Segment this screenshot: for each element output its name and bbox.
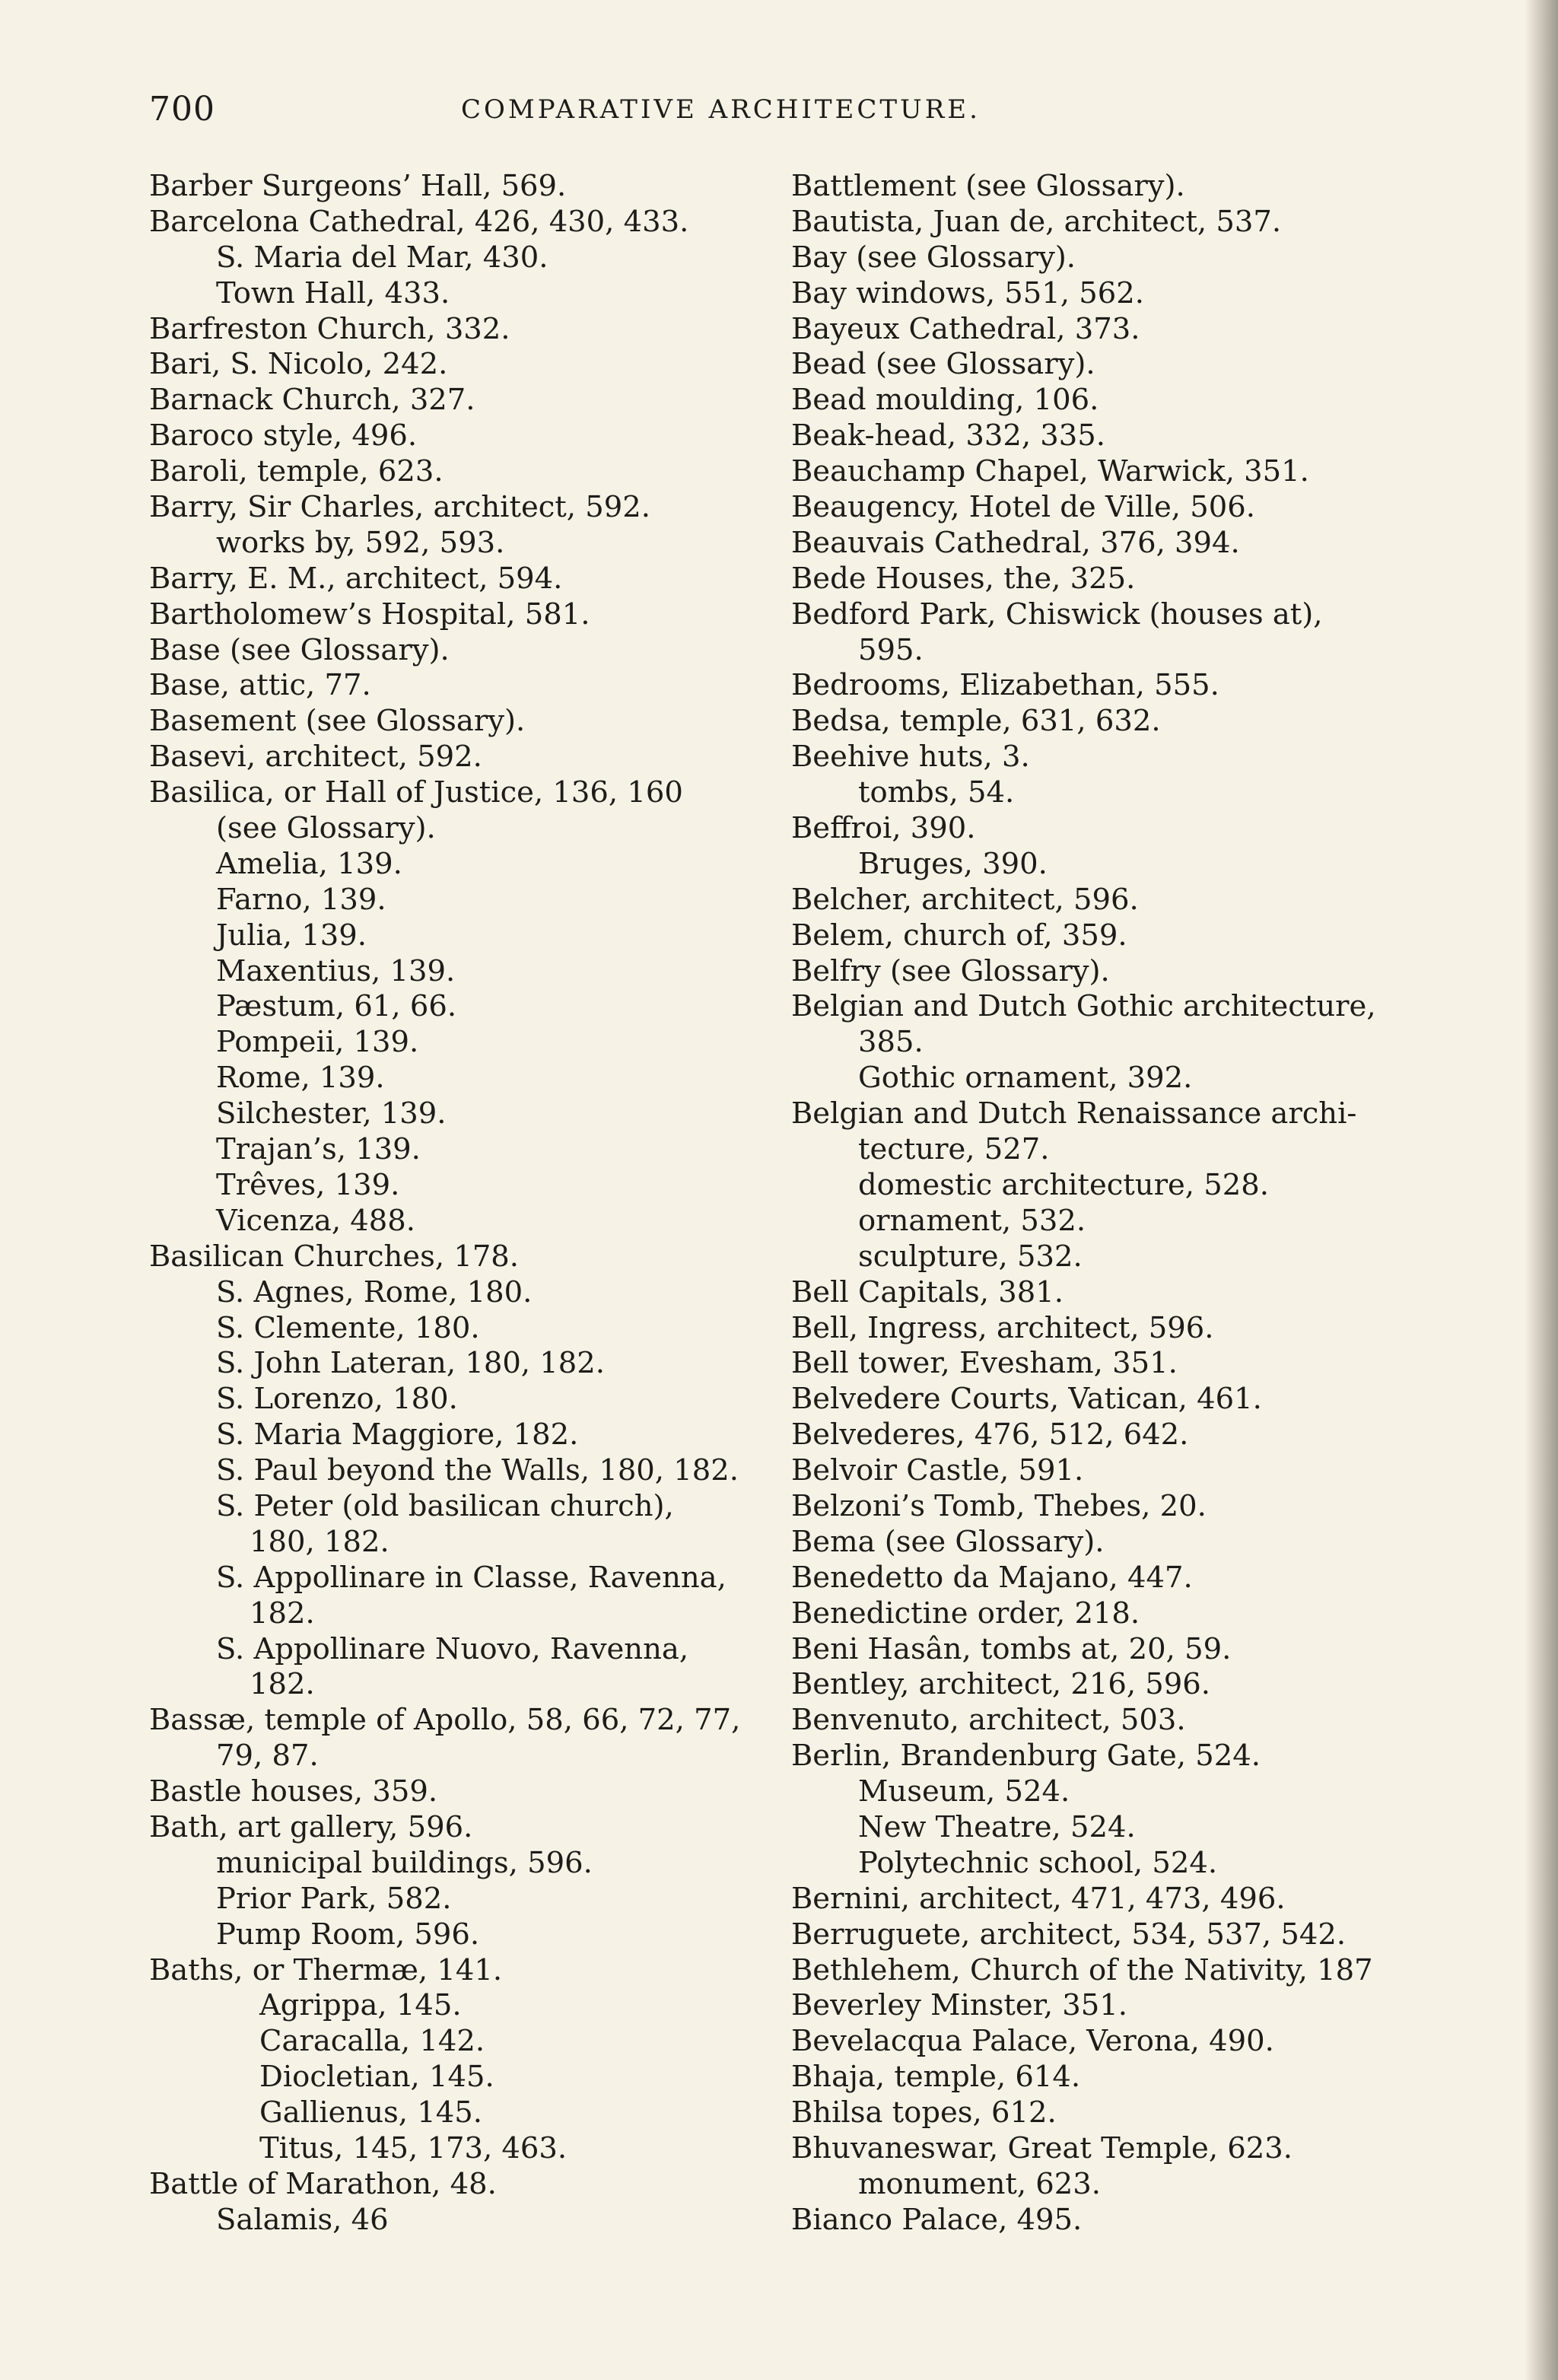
- index-entry: Bastle houses, 359.: [149, 1774, 438, 1809]
- index-entry: Bede Houses, the, 325.: [791, 561, 1136, 596]
- index-entry: tecture, 527.: [858, 1132, 1050, 1167]
- index-entry: Base (see Glossary).: [149, 632, 450, 667]
- index-entry: Benvenuto, architect, 503.: [791, 1703, 1186, 1738]
- index-entry: ornament, 532.: [858, 1203, 1086, 1238]
- index-entry: Belcher, architect, 596.: [791, 882, 1139, 917]
- index-entry: Bell Capitals, 381.: [791, 1274, 1064, 1309]
- index-entry: Basilica, or Hall of Justice, 136, 160: [149, 775, 683, 810]
- index-entry: Baroli, temple, 623.: [149, 454, 444, 489]
- index-entry: Maxentius, 139.: [216, 953, 456, 988]
- index-entry: Bath, art gallery, 596.: [149, 1809, 473, 1844]
- index-column-left: [149, 169, 750, 2238]
- index-entry: Julia, 139.: [216, 918, 367, 953]
- index-entry: Beak-head, 332, 335.: [791, 418, 1106, 453]
- index-entry: Bentley, architect, 216, 596.: [791, 1667, 1211, 1702]
- index-entry: Bead moulding, 106.: [791, 383, 1099, 418]
- index-entry: Beehive huts, 3.: [791, 740, 1030, 775]
- page-number: 700: [149, 90, 215, 129]
- index-entry: Belfry (see Glossary).: [791, 953, 1110, 988]
- index-entry: Battle of Marathon, 48.: [149, 2166, 497, 2201]
- index-entry: Pompeii, 139.: [216, 1025, 419, 1060]
- index-entry: S. Appollinare Nuovo, Ravenna,: [216, 1631, 689, 1666]
- index-entry: Bay windows, 551, 562.: [791, 275, 1144, 310]
- index-entry: Beni Hasân, tombs at, 20, 59.: [791, 1631, 1232, 1666]
- index-entry: Barry, E. M., architect, 594.: [149, 561, 563, 596]
- index-entry: Bari, S. Nicolo, 242.: [149, 347, 448, 382]
- index-entry: Amelia, 139.: [216, 846, 402, 881]
- index-entry: Bianco Palace, 495.: [791, 2202, 1083, 2237]
- index-entry: 79, 87.: [216, 1739, 319, 1774]
- index-entry: Berruguete, architect, 534, 537, 542.: [791, 1917, 1347, 1952]
- page-header: [149, 90, 1077, 135]
- index-entry: Beauchamp Chapel, Warwick, 351.: [791, 454, 1309, 489]
- index-entry: Gallienus, 145.: [259, 2095, 482, 2130]
- index-entry: S. Clemente, 180.: [216, 1310, 480, 1345]
- index-entry: Berlin, Brandenburg Gate, 524.: [791, 1739, 1261, 1774]
- index-entry: Bedsa, temple, 631, 632.: [791, 704, 1161, 739]
- index-entry: Agrippa, 145.: [259, 1988, 462, 2023]
- index-entry: Baths, or Thermæ, 141.: [149, 1952, 503, 1987]
- index-entry: tombs, 54.: [858, 775, 1015, 810]
- index-entry: Bruges, 390.: [858, 846, 1048, 881]
- index-entry: S. Paul beyond the Walls, 180, 182.: [216, 1453, 739, 1488]
- index-entry: Base, attic, 77.: [149, 668, 371, 703]
- index-entry: Beaugency, Hotel de Ville, 506.: [791, 490, 1256, 525]
- index-entry: Basilican Churches, 178.: [149, 1239, 520, 1274]
- index-entry: S. Maria Maggiore, 182.: [216, 1418, 579, 1452]
- index-entry: 180, 182.: [250, 1524, 390, 1559]
- index-entry: New Theatre, 524.: [858, 1809, 1136, 1844]
- index-entry: Bassæ, temple of Apollo, 58, 66, 72, 77,: [149, 1703, 741, 1738]
- index-entry: Bay (see Glossary).: [791, 240, 1076, 275]
- index-entry: Barry, Sir Charles, architect, 592.: [149, 490, 650, 525]
- index-entry: Belvedere Courts, Vatican, 461.: [791, 1382, 1262, 1417]
- index-entry: Vicenza, 488.: [216, 1203, 416, 1238]
- index-entry: Bhilsa topes, 612.: [791, 2095, 1057, 2130]
- index-entry: Bedrooms, Elizabethan, 555.: [791, 668, 1219, 703]
- index-entry: Titus, 145, 173, 463.: [259, 2130, 568, 2165]
- index-entry: Farno, 139.: [216, 882, 386, 917]
- index-entry: Rome, 139.: [216, 1061, 385, 1096]
- index-entry: Basevi, architect, 592.: [149, 740, 482, 775]
- index-entry: Barber Surgeons’ Hall, 569.: [149, 169, 567, 203]
- index-entry: Barfreston Church, 332.: [149, 311, 510, 346]
- index-entry: Bhaja, temple, 614.: [791, 2060, 1081, 2095]
- index-entry: monument, 623.: [858, 2166, 1102, 2201]
- index-entry: Belzoni’s Tomb, Thebes, 20.: [791, 1488, 1207, 1523]
- index-column-right: [791, 169, 1400, 2238]
- index-entry: Trajan’s, 139.: [216, 1132, 421, 1167]
- index-entry: 182.: [250, 1667, 315, 1702]
- index-entry: (see Glossary).: [216, 811, 436, 846]
- index-entry: S. Lorenzo, 180.: [216, 1382, 458, 1417]
- index-entry: Bell tower, Evesham, 351.: [791, 1346, 1178, 1381]
- index-entry: Bema (see Glossary).: [791, 1524, 1105, 1559]
- index-entry: Caracalla, 142.: [259, 2024, 485, 2059]
- index-entry: Beverley Minster, 351.: [791, 1988, 1128, 2023]
- index-entry: S. Maria del Mar, 430.: [216, 240, 548, 275]
- index-entry: Bayeux Cathedral, 373.: [791, 311, 1140, 346]
- index-entry: S. Peter (old basilican church),: [216, 1488, 674, 1523]
- index-entry: Museum, 524.: [858, 1774, 1070, 1809]
- index-entry: Barnack Church, 327.: [149, 383, 475, 418]
- index-entry: Beauvais Cathedral, 376, 394.: [791, 525, 1240, 560]
- index-entry: 595.: [858, 632, 924, 667]
- index-entry: Bernini, architect, 471, 473, 496.: [791, 1881, 1286, 1916]
- index-entry: Basement (see Glossary).: [149, 704, 526, 739]
- index-entry: municipal buildings, 596.: [216, 1845, 593, 1880]
- index-entry: Polytechnic school, 524.: [858, 1845, 1218, 1880]
- index-entry: Bartholomew’s Hospital, 581.: [149, 597, 590, 632]
- index-entry: Bhuvaneswar, Great Temple, 623.: [791, 2130, 1293, 2165]
- index-entry: domestic architecture, 528.: [858, 1167, 1269, 1202]
- index-entry: Gothic ornament, 392.: [858, 1061, 1193, 1096]
- index-entry: Bead (see Glossary).: [791, 347, 1095, 382]
- index-entry: S. Appollinare in Classe, Ravenna,: [216, 1560, 727, 1595]
- index-entry: Pump Room, 596.: [216, 1917, 480, 1952]
- index-entry: works by, 592, 593.: [216, 525, 505, 560]
- index-entry: Bautista, Juan de, architect, 537.: [791, 204, 1282, 239]
- index-entry: sculpture, 532.: [858, 1239, 1083, 1274]
- index-entry: Belgian and Dutch Gothic architecture,: [791, 989, 1376, 1024]
- index-entry: Baroco style, 496.: [149, 418, 418, 453]
- index-entry: Belvederes, 476, 512, 642.: [791, 1418, 1189, 1452]
- index-entry: Beffroi, 390.: [791, 811, 976, 846]
- index-entry: Silchester, 139.: [216, 1096, 447, 1131]
- index-entry: Town Hall, 433.: [216, 275, 450, 310]
- index-entry: Battlement (see Glossary).: [791, 169, 1185, 203]
- page-edge-shadow: [1525, 0, 1558, 2380]
- index-entry: Benedictine order, 218.: [791, 1596, 1140, 1631]
- index-entry: Bevelacqua Palace, Verona, 490.: [791, 2024, 1274, 2059]
- index-entry: S. Agnes, Rome, 180.: [216, 1274, 533, 1309]
- index-entry: Trêves, 139.: [216, 1167, 400, 1202]
- index-entry: Bell, Ingress, architect, 596.: [791, 1310, 1214, 1345]
- index-entry: Salamis, 46: [216, 2202, 389, 2237]
- index-entry: S. John Lateran, 180, 182.: [216, 1346, 606, 1381]
- index-entry: 385.: [858, 1025, 924, 1060]
- index-entry: Belvoir Castle, 591.: [791, 1453, 1084, 1488]
- index-entry: Bedford Park, Chiswick (houses at),: [791, 597, 1323, 632]
- index-entry: Belgian and Dutch Renaissance archi-: [791, 1096, 1357, 1131]
- index-entry: Prior Park, 582.: [216, 1881, 452, 1916]
- index-entry: Pæstum, 61, 66.: [216, 989, 457, 1024]
- index-entry: Bethlehem, Church of the Nativity, 187: [791, 1952, 1373, 1987]
- index-entry: 182.: [250, 1596, 315, 1631]
- index-entry: Benedetto da Majano, 447.: [791, 1560, 1193, 1595]
- running-title: COMPARATIVE ARCHITECTURE.: [461, 94, 981, 125]
- index-entry: Diocletian, 145.: [259, 2060, 494, 2095]
- index-entry: Barcelona Cathedral, 426, 430, 433.: [149, 204, 689, 239]
- index-entry: Belem, church of, 359.: [791, 918, 1127, 953]
